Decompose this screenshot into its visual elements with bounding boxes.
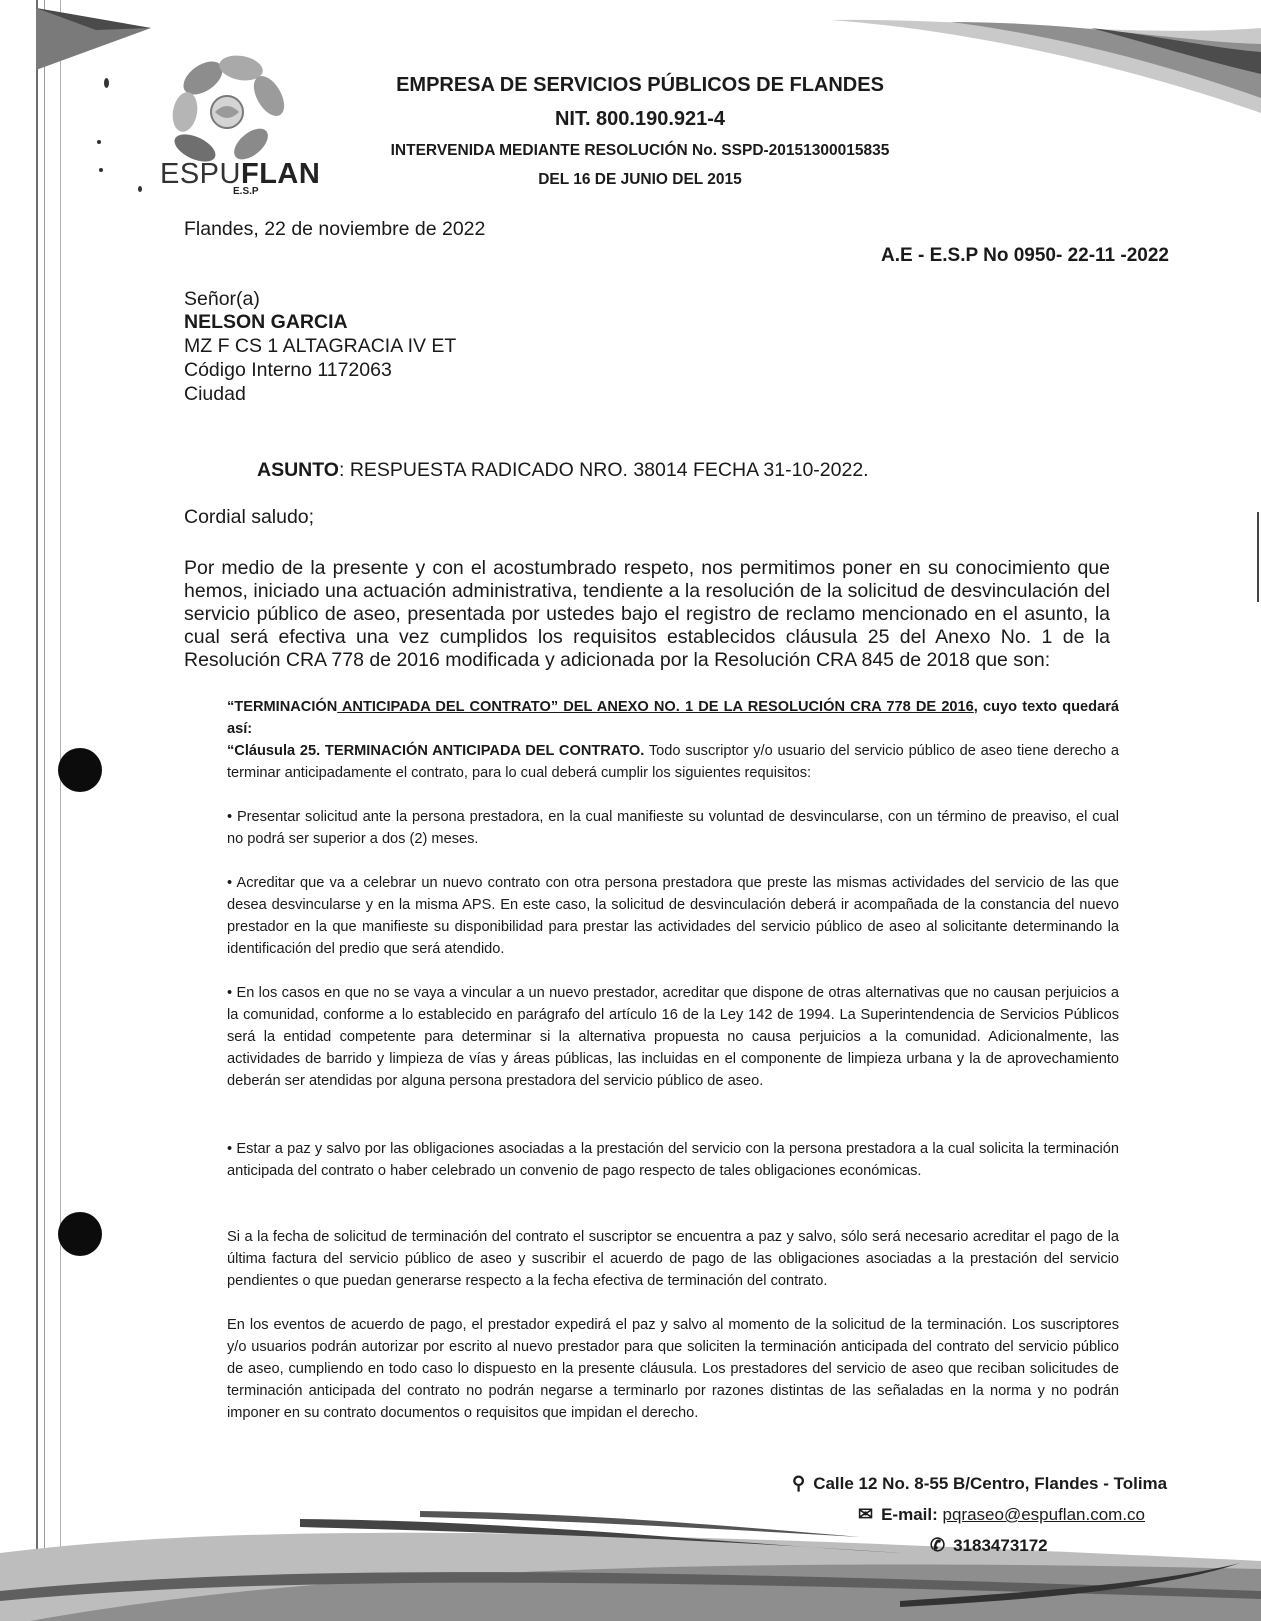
recipient-internal-code: Código Interno 1172063: [184, 359, 392, 381]
binder-edge-line-inner: [44, 0, 45, 1621]
envelope-icon: ✉: [858, 1504, 874, 1524]
scan-speck: [104, 78, 109, 88]
requirement-bullet: • En los casos en que no se vaya a vincular a un nuevo prestador, acreditar que dispone de otras alternativas que no causan perjuicios a la comunidad, conforme a lo establecido en parágrafo del artículo 16 de la Ley 142 de 1994. La Superintendencia de Servicios Públicos será la entidad competente para determinar si la alternativa propuesta no causa perjuicios a la comunidad. Adicionalmente, las actividades de barrido y limpieza de vías y áreas públicas, las incluidas en el componente de limpieza urbana y la de aprovechamiento deberán ser atendidas por alguna persona prestadora del servicio público de aseo.: [227, 985, 1119, 1089]
logo-text-light: ESPU: [160, 158, 241, 190]
scan-speck: [99, 168, 103, 172]
scan-edge-mark: [1257, 512, 1259, 602]
footer-address-text: Calle 12 No. 8-55 B/Centro, Flandes - Tolima: [813, 1474, 1168, 1493]
footer-phone-number: 3183473172: [953, 1536, 1048, 1555]
quote-heading: [227, 696, 1119, 740]
binder-edge-line-outer: [60, 0, 61, 1621]
logo-subtext: E.S.P: [233, 186, 259, 197]
org-resolution: INTERVENIDA MEDIANTE RESOLUCIÓN No. SSPD-20151300015835: [390, 142, 890, 159]
phone-icon: ✆: [930, 1535, 946, 1555]
recipient-name: NELSON GARCIA: [184, 311, 348, 333]
logo-text-bold: FLAN: [240, 158, 321, 190]
clause-intro-text: Todo suscriptor y/o usuario del servicio público de aseo tiene derecho a terminar anticipadamente el contrato, para lo cual deberá cumplir los siguientes requisitos:: [227, 743, 1119, 781]
paz-y-salvo-paragraph: Si a la fecha de solicitud de terminación del contrato el suscriptor se encuentra a paz y salvo, sólo será necesario acreditar el pago de la última factura del servicio público de aseo y suscribir el acuerdo de pago de las obligaciones asociadas a la prestación del servicio pendientes o que puedan generarse respecto a la fecha efectiva de terminación del contrato.: [227, 1229, 1119, 1289]
header-swoosh-right: [831, 8, 1261, 118]
footer-address: [792, 1473, 1167, 1494]
letter-reference-number: A.E - E.S.P No 0950- 22-11 -2022: [881, 245, 1169, 266]
quote-heading-tail: , cuyo texto quedará así:: [227, 699, 1119, 737]
footer-email-label: E-mail:: [881, 1505, 938, 1524]
scan-speck: [138, 186, 142, 192]
binder-edge-line: [36, 0, 38, 1621]
letter-subject: [257, 459, 869, 482]
punch-hole-top: [58, 748, 102, 792]
footer-email-link[interactable]: pqraseo@espuflan.com.co: [942, 1505, 1145, 1524]
clause-25-intro: [227, 740, 1119, 784]
org-resolution-date: DEL 16 DE JUNIO DEL 2015: [538, 171, 742, 188]
footer-phone: [930, 1535, 1048, 1556]
org-name: EMPRESA DE SERVICIOS PÚBLICOS DE FLANDES: [396, 74, 884, 96]
punch-hole-bottom: [58, 1212, 102, 1256]
org-nit: NIT. 800.190.921-4: [554, 108, 726, 130]
recipient-salutation: Señor(a): [184, 288, 260, 310]
clause-title: “Cláusula 25. TERMINACIÓN ANTICIPADA DEL CONTRATO.: [227, 743, 645, 759]
quote-heading-underlined: ANTICIPADA DEL CONTRATO” DEL ANEXO NO. 1 DE LA RESOLUCIÓN CRA 778 DE 2016: [337, 699, 974, 715]
footer-email: [858, 1504, 1145, 1525]
acuerdo-de-pago-paragraph: En los eventos de acuerdo de pago, el prestador expedirá el paz y salvo al momento de la solicitud de la terminación. Los suscriptores y/o usuarios podrán autorizar por escrito al nuevo prestador para que soliciten la terminación anticipada del contrato del servicio público de aseo, cumpliendo en todo caso lo dispuesto en la presente cláusula. Los prestadores del servicio de aseo que reciban solicitudes de terminación anticipada del contrato no podrán negarse a terminarlo por razones distintas de las señaladas en la norma y no podrán imponer en su contrato documentos o requisitos que impidan el derecho.: [227, 1317, 1119, 1421]
requirement-bullet: • Acreditar que va a celebrar un nuevo contrato con otra persona prestadora que preste las mismas actividades del servicio de las que desea desvincularse y en la misma APS. En este caso, la solicitud de desvinculación deberá ir acompañada de la constancia del nuevo prestador en la que manifieste su disponibilidad para prestar las actividades del servicio público de aseo al solicitante determinando la identificación del predio que será atendido.: [227, 875, 1119, 957]
quote-heading-lead: “TERMINACIÓN: [227, 699, 338, 715]
recipient-address: MZ F CS 1 ALTAGRACIA IV ET: [184, 335, 457, 357]
scan-speck: [97, 140, 101, 144]
requirement-bullet: • Presentar solicitud ante la persona prestadora, en la cual manifieste su voluntad de desvincularse, con un término de preaviso, el cual no podrá ser superior a dos (2) meses.: [227, 809, 1119, 847]
requirement-bullet: • Estar a paz y salvo por las obligaciones asociadas a la prestación del servicio con la persona prestadora a la cual solicita la terminación anticipada del contrato o haber celebrado un convenio de pago respecto de tales obligaciones económicas.: [227, 1141, 1119, 1179]
header-swoosh-left: [36, 8, 156, 78]
location-pin-icon: ⚲: [792, 1473, 806, 1493]
subject-label: ASUNTO: [257, 459, 339, 481]
recipient-city: Ciudad: [184, 383, 246, 405]
footer-swoosh: [0, 1441, 1261, 1621]
letter-city-date: Flandes, 22 de noviembre de 2022: [184, 218, 486, 240]
letter-greeting: Cordial saludo;: [184, 506, 315, 528]
letter-intro-paragraph: Por medio de la presente y con el acostumbrado respeto, nos permitimos poner en su conocimiento que hemos, iniciado una actuación administrativa, tendiente a la resolución de la solicitud de desvinculación del servicio público de aseo, presentada por ustedes bajo el registro de reclamo mencionado en el asunto, la cual será efectiva una vez cumplidos los requisitos establecidos cláusula 25 del Anexo No. 1 de la Resolución CRA 778 de 2016 modificada y adicionada por la Resolución CRA 845 de 2018 que son:: [184, 557, 1110, 671]
subject-text: : RESPUESTA RADICADO NRO. 38014 FECHA 31-10-2022.: [338, 459, 869, 481]
